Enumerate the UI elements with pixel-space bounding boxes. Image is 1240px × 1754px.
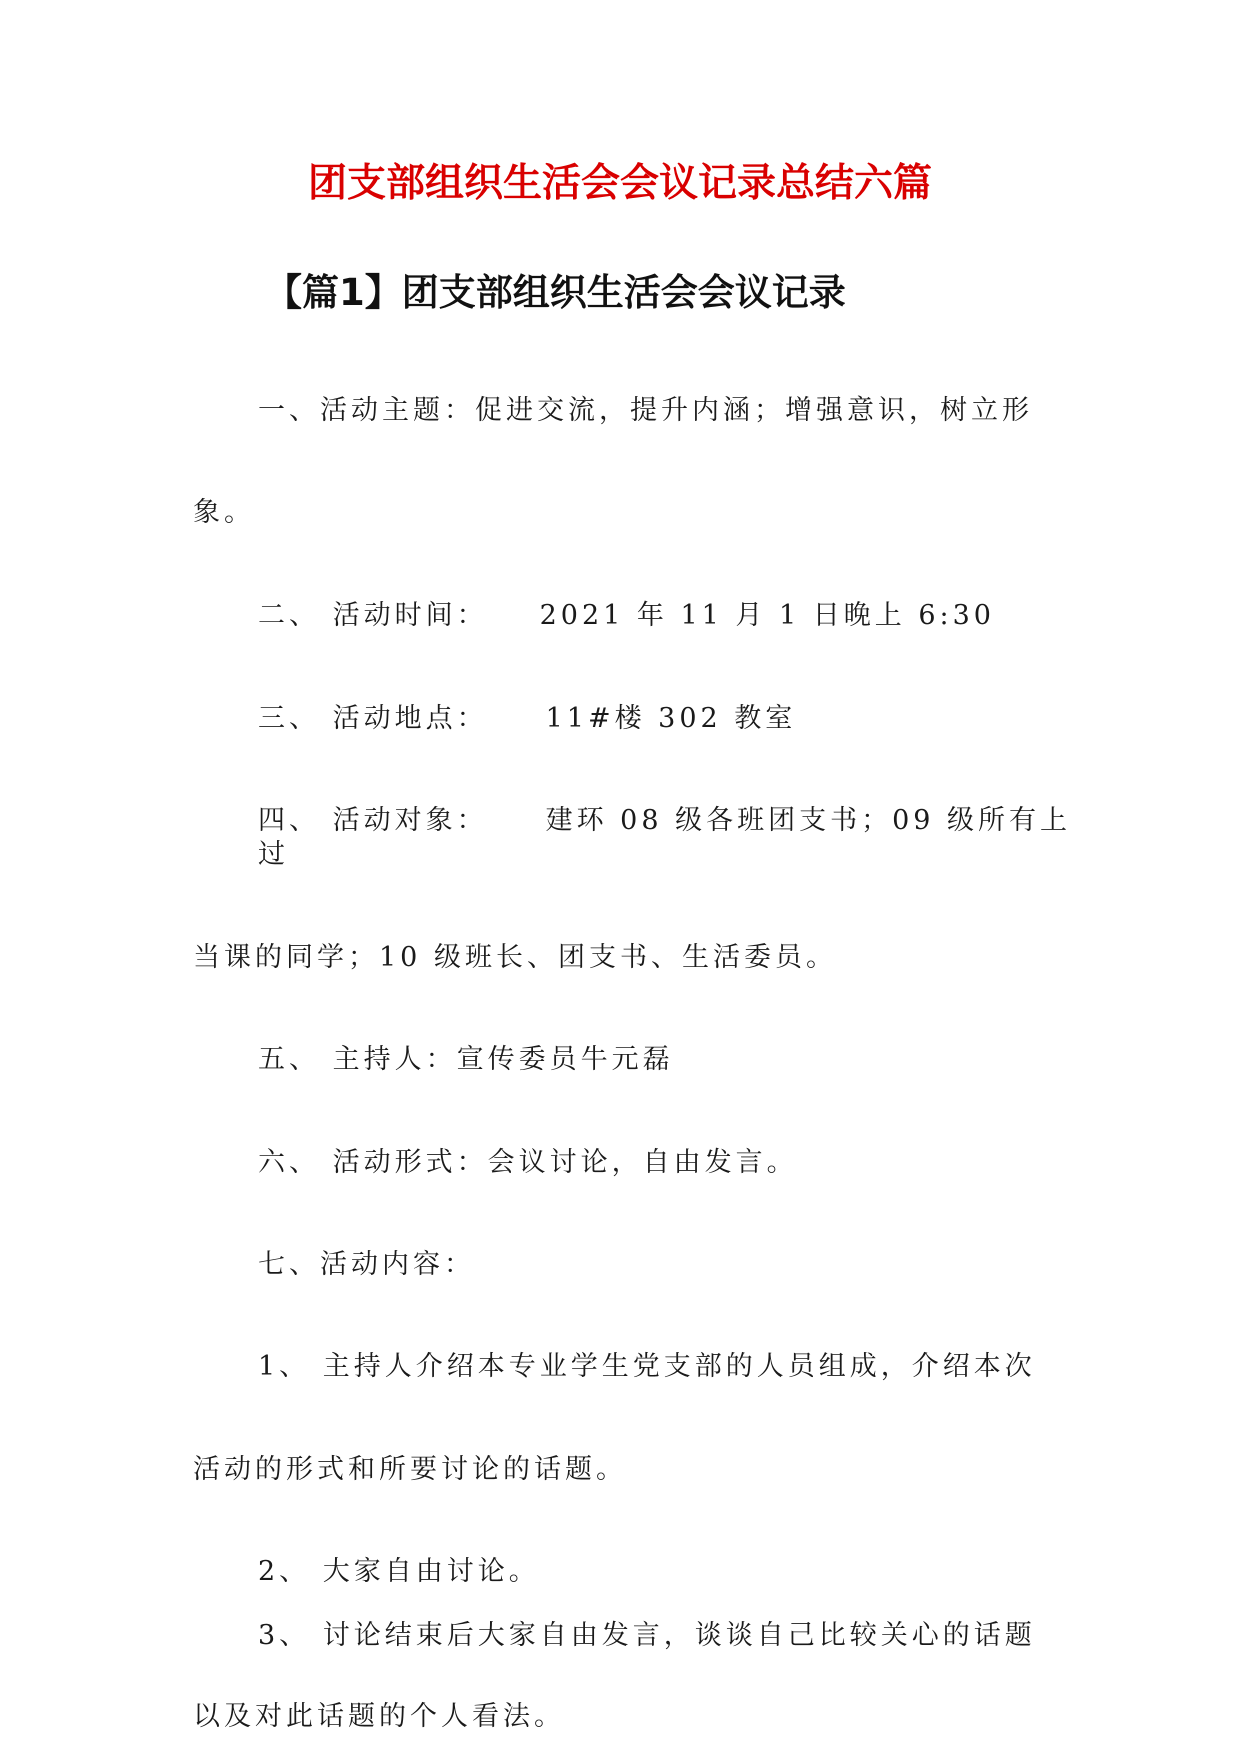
paragraph-line: 五、 主持人：宣传委员牛元磊 [258, 1044, 674, 1075]
paragraph-line: 2、 大家自由讨论。 [258, 1556, 540, 1587]
item-label: 四、 活动对象： [258, 805, 488, 836]
paragraph-line: 以及对此话题的个人看法。 [193, 1701, 565, 1732]
paragraph-line: 六、 活动形式：会议讨论，自由发言。 [258, 1147, 798, 1178]
item-label: 三、 活动地点： [258, 703, 488, 734]
paragraph-line: 3、 讨论结束后大家自由发言，谈谈自己比较关心的话题 [258, 1620, 1036, 1651]
document-title: 团支部组织生活会会议记录总结六篇 [307, 161, 932, 206]
item-value: 2021 年 11 月 1 日晚上 6:30 [539, 600, 995, 631]
paragraph-line: 七、活动内容： [258, 1249, 475, 1280]
item-value: 11#楼 302 教室 [545, 703, 797, 734]
section-heading: 【篇1】团支部组织生活会会议记录 [265, 271, 846, 314]
paragraph-line: 一、活动主题：促进交流，提升内涵；增强意识，树立形 [258, 395, 1033, 426]
paragraph-line [258, 696, 796, 735]
paragraph-line: 活动的形式和所要讨论的话题。 [193, 1454, 627, 1485]
paragraph-line [258, 593, 995, 632]
item-label: 二、 活动时间： [258, 600, 488, 631]
item-value: 建环 08 级各班团支书；09 级所有上 [545, 805, 1072, 836]
paragraph-line: 1、 主持人介绍本专业学生党支部的人员组成，介绍本次 [258, 1351, 1036, 1382]
paragraph-line [258, 798, 1071, 837]
paragraph-line: 当课的同学；10 级班长、团支书、生活委员。 [193, 942, 837, 973]
paragraph-line: 象。 [193, 497, 255, 528]
paragraph-line: 过 [258, 839, 289, 870]
